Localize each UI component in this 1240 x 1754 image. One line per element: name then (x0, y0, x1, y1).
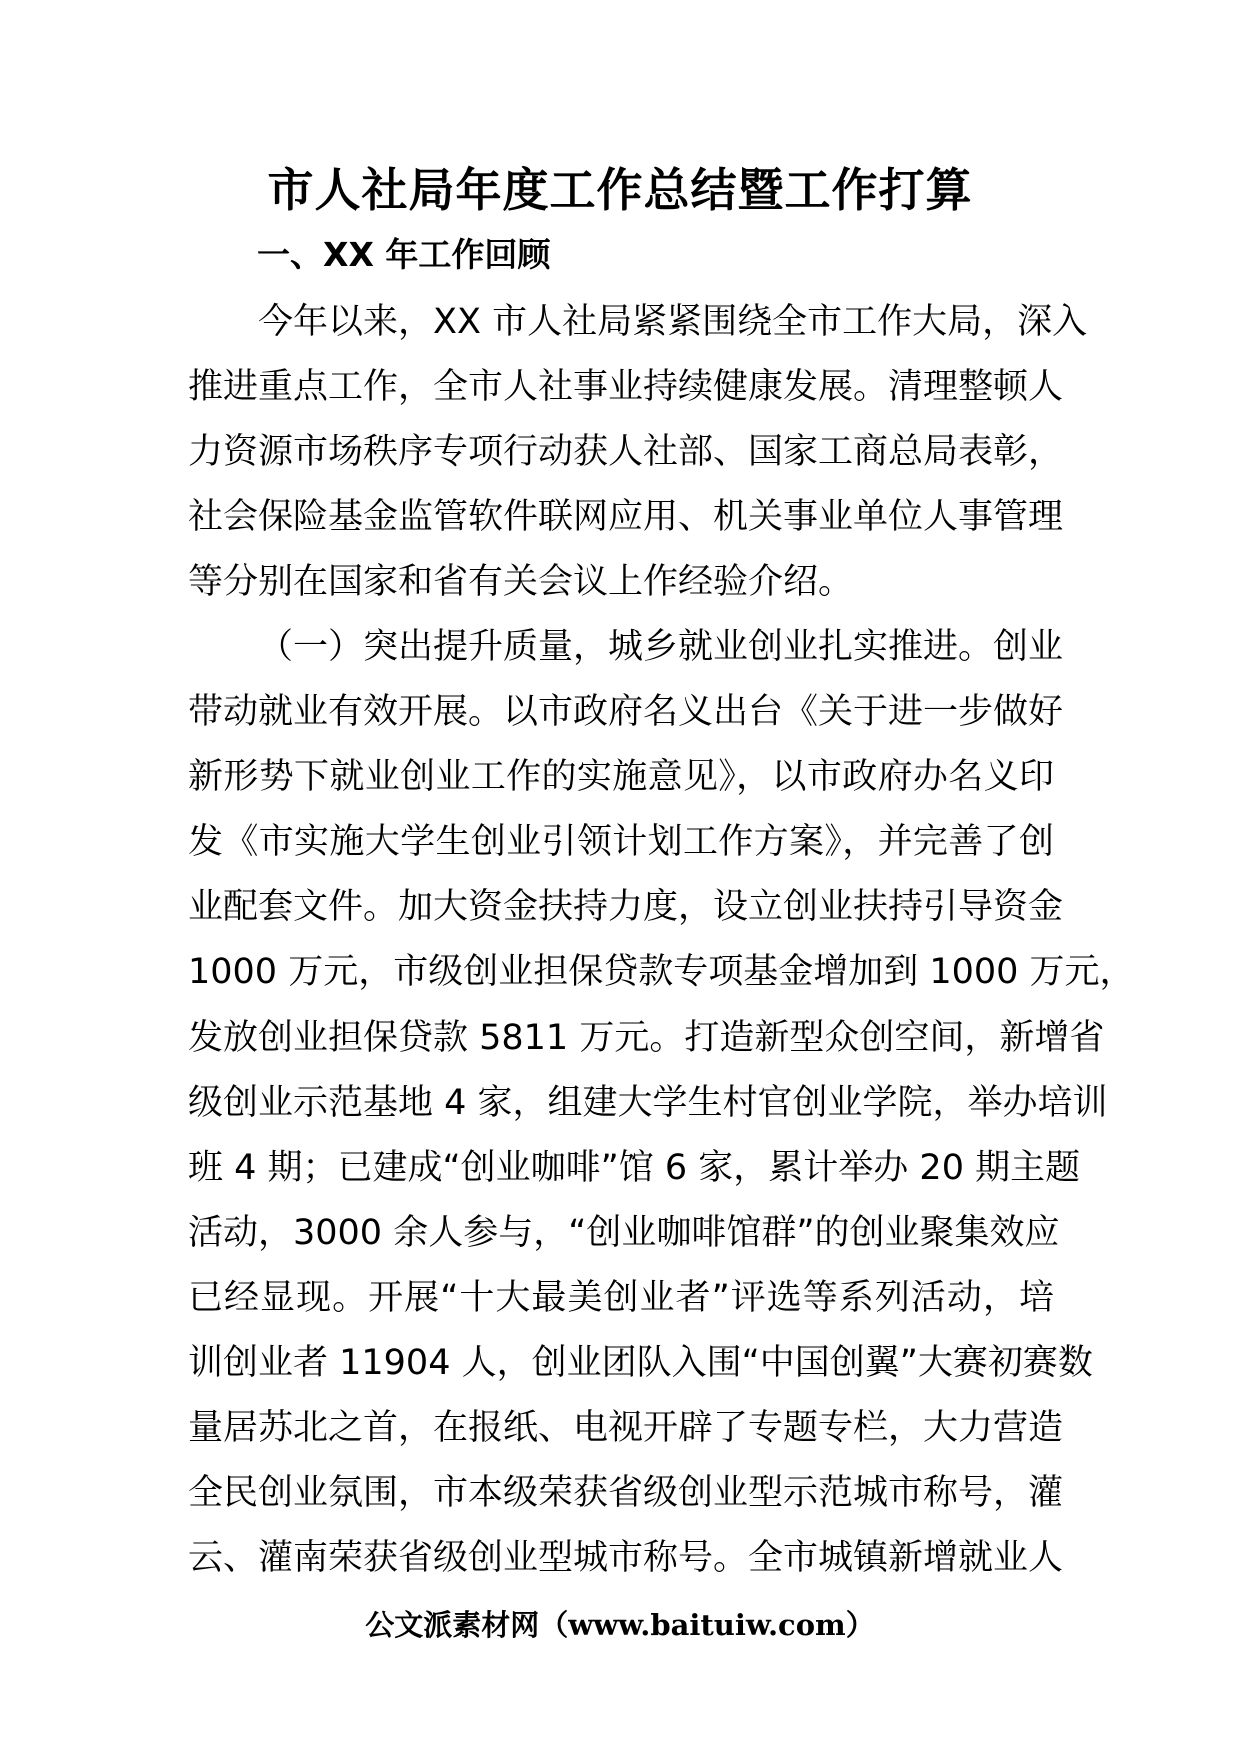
paragraph-line: 新形势下就业创业工作的实施意见》，以市政府办名义印 (188, 757, 1054, 798)
paragraph-line: 推进重点工作，全市人社事业持续健康发展。清理整顿人 (188, 367, 1064, 408)
document-title: 市人社局年度工作总结暨工作打算 (267, 163, 973, 217)
paragraph-line: 1000 万元，市级创业担保贷款专项基金增加到 1000 万元， (188, 952, 1135, 993)
paragraph-line: 带动就业有效开展。以市政府名义出台《关于进一步做好 (188, 692, 1064, 733)
paragraph-line: 级创业示范基地 4 家，组建大学生村官创业学院，举办培训 (188, 1082, 1108, 1123)
paragraph-line: 等分别在国家和省有关会议上作经验介绍。 (188, 562, 854, 603)
paragraph-line: 活动，3000 余人参与，“创业咖啡馆群”的创业聚集效应 (188, 1212, 1060, 1253)
paragraph-line: 发放创业担保贷款 5811 万元。打造新型众创空间，新增省 (188, 1017, 1105, 1058)
section-heading: 一、XX 年工作回顾 (257, 235, 551, 274)
paragraph-line: 班 4 期；已建成“创业咖啡”馆 6 家，累计举办 20 期主题 (188, 1147, 1081, 1188)
paragraph-line: 今年以来，XX 市人社局紧紧围绕全市工作大局，深入 (258, 302, 1088, 342)
paragraph-line: 力资源市场秩序专项行动获人社部、国家工商总局表彰， (188, 432, 1064, 473)
paragraph-line: （一）突出提升质量，城乡就业创业扎实推进。创业 (258, 627, 1064, 667)
paragraph-line: 发《市实施大学生创业引领计划工作方案》，并完善了创 (188, 822, 1054, 863)
paragraph-line: 已经显现。开展“十大最美创业者”评选等系列活动，培 (188, 1277, 1054, 1318)
paragraph-line: 训创业者 11904 人，创业团队入围“中国创翼”大赛初赛数 (188, 1343, 1093, 1384)
paragraph-line: 全民创业氛围，市本级荣获省级创业型示范城市称号，灌 (188, 1473, 1064, 1514)
footer-watermark: 公文派素材网（www.baituiw.com） (365, 1608, 875, 1642)
paragraph-line: 云、灌南荣获省级创业型城市称号。全市城镇新增就业人 (188, 1538, 1064, 1579)
paragraph-1 (188, 290, 1088, 615)
paragraph-line: 量居苏北之首，在报纸、电视开辟了专题专栏，大力营造 (188, 1408, 1064, 1449)
paragraph-2 (188, 615, 1135, 1591)
paragraph-line: 社会保险基金监管软件联网应用、机关事业单位人事管理 (188, 497, 1064, 538)
paragraph-line: 业配套文件。加大资金扶持力度，设立创业扶持引导资金 (188, 887, 1064, 928)
